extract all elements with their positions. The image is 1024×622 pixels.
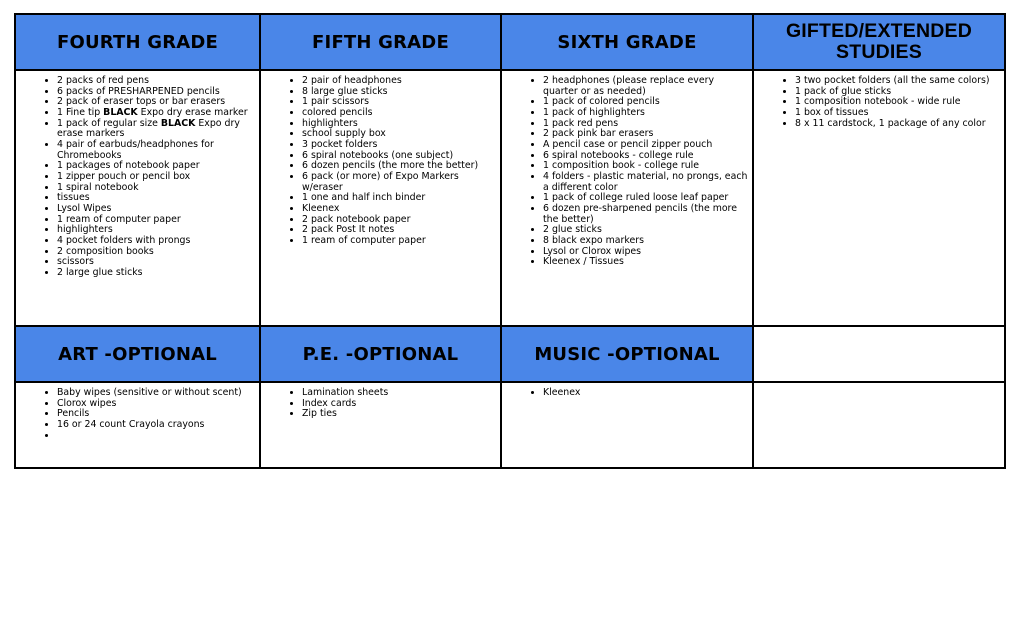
- list-item: • 1 pack of glue sticks: [795, 87, 1000, 98]
- sixth-grade-list: [502, 71, 752, 268]
- list-item: • 2 packs of red pens: [57, 76, 255, 87]
- art-optional-list-cell: [15, 382, 260, 468]
- fourth-grade-list: [16, 71, 259, 278]
- sixth-grade-list-cell: [501, 70, 753, 326]
- list-item: • Lysol or Clorox wipes: [543, 247, 748, 258]
- list-item: • Zip ties: [302, 409, 496, 420]
- music-optional-header: MUSIC -OPTIONAL: [501, 326, 753, 382]
- list-item: • 2 large glue sticks: [57, 268, 255, 279]
- list-item: • 1 pack of highlighters: [543, 108, 748, 119]
- fourth-grade-list-cell: [15, 70, 260, 326]
- list-item: • 1 ream of computer paper: [57, 215, 255, 226]
- gifted-extended-header: GIFTED/EXTENDED STUDIES: [753, 14, 1005, 70]
- list-item: • 6 dozen pre-sharpened pencils (the more the better): [543, 204, 748, 225]
- list-item: • 2 pack notebook paper: [302, 215, 496, 226]
- fifth-grade-header: FIFTH GRADE: [260, 14, 501, 70]
- list-item: [57, 431, 255, 442]
- fourth-grade-header: FOURTH GRADE: [15, 14, 260, 70]
- music-optional-list: [502, 383, 752, 399]
- art-optional-list: [16, 383, 259, 441]
- empty-header-cell: [753, 326, 1005, 382]
- list-item: • colored pencils: [302, 108, 496, 119]
- list-item: • 3 pocket folders: [302, 140, 496, 151]
- list-item: • 6 spiral notebooks - college rule: [543, 151, 748, 162]
- list-item: • 2 composition books: [57, 247, 255, 258]
- list-item: • 1 pack of college ruled loose leaf paper: [543, 193, 748, 204]
- gifted-extended-list-cell: [753, 70, 1005, 326]
- list-item: • 8 large glue sticks: [302, 87, 496, 98]
- list-item: • 1 pair scissors: [302, 97, 496, 108]
- list-item: • 2 pack pink bar erasers: [543, 129, 748, 140]
- list-item: • 1 pack of regular size BLACK Expo dry erase markers: [57, 119, 255, 140]
- art-optional-header: ART -OPTIONAL: [15, 326, 260, 382]
- fifth-grade-list-cell: [260, 70, 501, 326]
- list-item: • 1 composition notebook - wide rule: [795, 97, 1000, 108]
- list-item: • A pencil case or pencil zipper pouch: [543, 140, 748, 151]
- list-item: • 6 dozen pencils (the more the better): [302, 161, 496, 172]
- list-item: • Kleenex: [302, 204, 496, 215]
- optional-list-row: [15, 382, 1005, 468]
- optional-header-row: [15, 326, 1005, 382]
- list-item: • 1 pack red pens: [543, 119, 748, 130]
- list-item: • 1 zipper pouch or pencil box: [57, 172, 255, 183]
- sixth-grade-header: SIXTH GRADE: [501, 14, 753, 70]
- pe-optional-list: [261, 383, 500, 420]
- list-item: • 2 headphones (please replace every quarter or as needed): [543, 76, 748, 97]
- list-item: • tissues: [57, 193, 255, 204]
- list-item: • school supply box: [302, 129, 496, 140]
- list-item: • Pencils: [57, 409, 255, 420]
- list-item: • 8 x 11 cardstock, 1 package of any color: [795, 119, 1000, 130]
- list-item: • 1 box of tissues: [795, 108, 1000, 119]
- grade-list-row: [15, 70, 1005, 326]
- list-item: • 1 spiral notebook: [57, 183, 255, 194]
- list-item: • Index cards: [302, 399, 496, 410]
- list-item: • Baby wipes (sensitive or without scent): [57, 388, 255, 399]
- list-item: • scissors: [57, 257, 255, 268]
- list-item: • 16 or 24 count Crayola crayons: [57, 420, 255, 431]
- list-item: • 1 pack of colored pencils: [543, 97, 748, 108]
- list-item: • 3 two pocket folders (all the same colors): [795, 76, 1000, 87]
- list-item: • 2 pair of headphones: [302, 76, 496, 87]
- list-item: • Kleenex: [543, 388, 748, 399]
- list-item: • 2 pack Post It notes: [302, 225, 496, 236]
- list-item: • 1 Fine tip BLACK Expo dry erase marker: [57, 108, 255, 119]
- list-item: • 6 spiral notebooks (one subject): [302, 151, 496, 162]
- gifted-extended-list: [754, 71, 1004, 129]
- list-item: • 1 one and half inch binder: [302, 193, 496, 204]
- fifth-grade-list: [261, 71, 500, 247]
- list-item: • 1 composition book - college rule: [543, 161, 748, 172]
- list-item: • 4 pair of earbuds/headphones for Chromebooks: [57, 140, 255, 161]
- list-item: • 6 pack (or more) of Expo Markers w/eraser: [302, 172, 496, 193]
- empty-list-cell: [753, 382, 1005, 468]
- list-item: • 4 pocket folders with prongs: [57, 236, 255, 247]
- list-item: • Lysol Wipes: [57, 204, 255, 215]
- pe-optional-header: P.E. -OPTIONAL: [260, 326, 501, 382]
- list-item: • Clorox wipes: [57, 399, 255, 410]
- list-item: • 2 glue sticks: [543, 225, 748, 236]
- pe-optional-list-cell: [260, 382, 501, 468]
- list-item: • 1 ream of computer paper: [302, 236, 496, 247]
- supply-list-table: [14, 13, 1006, 469]
- list-item: • 6 packs of PRESHARPENED pencils: [57, 87, 255, 98]
- list-item: • highlighters: [302, 119, 496, 130]
- list-item: • 8 black expo markers: [543, 236, 748, 247]
- list-item: • 2 pack of eraser tops or bar erasers: [57, 97, 255, 108]
- list-item: • 1 packages of notebook paper: [57, 161, 255, 172]
- list-item: • 4 folders - plastic material, no prongs, each a different color: [543, 172, 748, 193]
- list-item: • highlighters: [57, 225, 255, 236]
- grade-header-row: [15, 14, 1005, 70]
- list-item: • Lamination sheets: [302, 388, 496, 399]
- music-optional-list-cell: [501, 382, 753, 468]
- list-item: • Kleenex / Tissues: [543, 257, 748, 268]
